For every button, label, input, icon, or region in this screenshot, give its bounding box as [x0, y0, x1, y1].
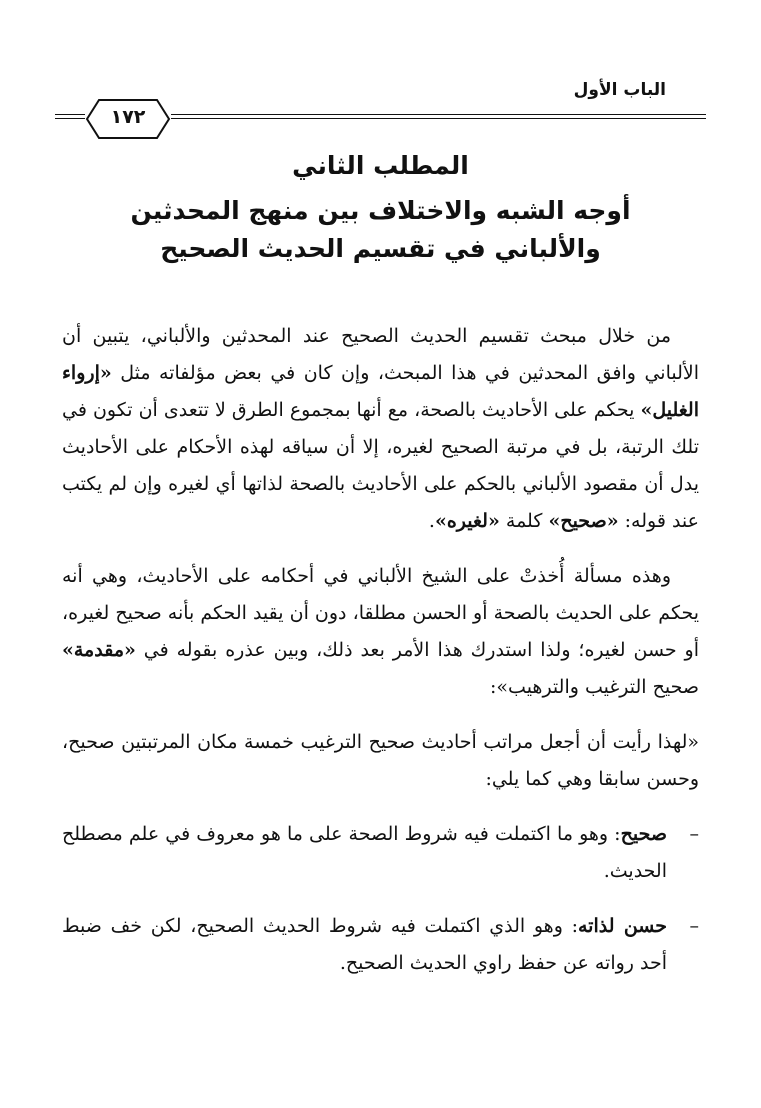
bullet-term: حسن لذاته: [578, 915, 667, 937]
page-header: [55, 66, 706, 126]
bullet-text: : وهو ما اكتملت فيه شروط الصحة على ما هو معروف في علم مصطلح الحديث.: [62, 823, 667, 882]
p2-term-muqaddima: «مقدمة»: [62, 639, 136, 661]
section-titles: [60, 150, 701, 264]
p1-text-g: .: [428, 510, 435, 532]
bullet-item-sahih: [62, 816, 699, 890]
p1-term-sahih: «صحيح»: [548, 510, 619, 532]
section-subtitle-line1: أوجه الشبه والاختلاف بين منهج المحدثين: [130, 196, 631, 226]
bullet-dash: –: [689, 823, 699, 845]
chapter-title: الباب الأول: [573, 80, 666, 100]
p1-book-title: «إرواء الغليل»: [62, 362, 699, 421]
page-number-badge: [85, 98, 171, 140]
p1-term-lighayrihi: «لغيره»: [434, 510, 500, 532]
bullet-term: صحيح: [620, 823, 667, 845]
paragraph-1: [62, 318, 699, 540]
paragraph-2: [62, 558, 699, 706]
body-text: [62, 318, 699, 1000]
p2-text-c: صحيح الترغيب والترهيب»:: [490, 676, 699, 698]
p2-text-a: وهذه مسألة أُخذتْ على الشيخ الألباني في أحكامه على الأحاديث، وهي أنه يحكم على الحديث بالصحة أو الحسن مطلقا، دون أن يقيد الحكم بأنه صحيح لغيره، أو حسن لغيره؛ ولذا استدرك هذا الأمر بعد ذلك، وبين عذره بقوله في: [62, 565, 700, 661]
p1-text-e: كلمة: [499, 510, 549, 532]
p1-text-a: من خلال مبحث تقسيم الحديث الصحيح عند المحدثين والألباني، يتبين أن الألباني وافق المحدثين في هذا المبحث، وإن كان في بعض مؤلفاته مثل: [62, 325, 699, 384]
page-number: ١٧٢: [110, 106, 146, 128]
paragraph-3-quote: «لهذا رأيت أن أجعل مراتب أحاديث صحيح الترغيب خمسة مكان المرتبتين صحيح، وحسن سابقا وهي كما يلي:: [62, 731, 699, 790]
section-title: المطلب الثاني: [292, 151, 469, 180]
p1-text-c: يحكم على الأحاديث بالصحة، مع أنها بمجموع الطرق لا تتعدى أن تكون في تلك الرتبة، بل في مرتبة الصحيح لغيره، إلا أن سياقه لهذه الأحكام على الأحاديث يدل أن مقصود الألباني بالحكم على الأحاديث بالصحة لذاتها أي لغيره وإن لم يكتب عند قوله:: [62, 399, 699, 532]
bullet-dash: –: [689, 915, 699, 937]
bullet-text: : وهو الذي اكتملت فيه شروط الحديث الصحيح، لكن خف ضبط أحد رواته عن حفظ راوي الحديث الصحيح.: [62, 915, 667, 974]
section-subtitle-line2: والألباني في تقسيم الحديث الصحيح: [160, 233, 601, 263]
bullet-item-hasan: [62, 908, 699, 982]
